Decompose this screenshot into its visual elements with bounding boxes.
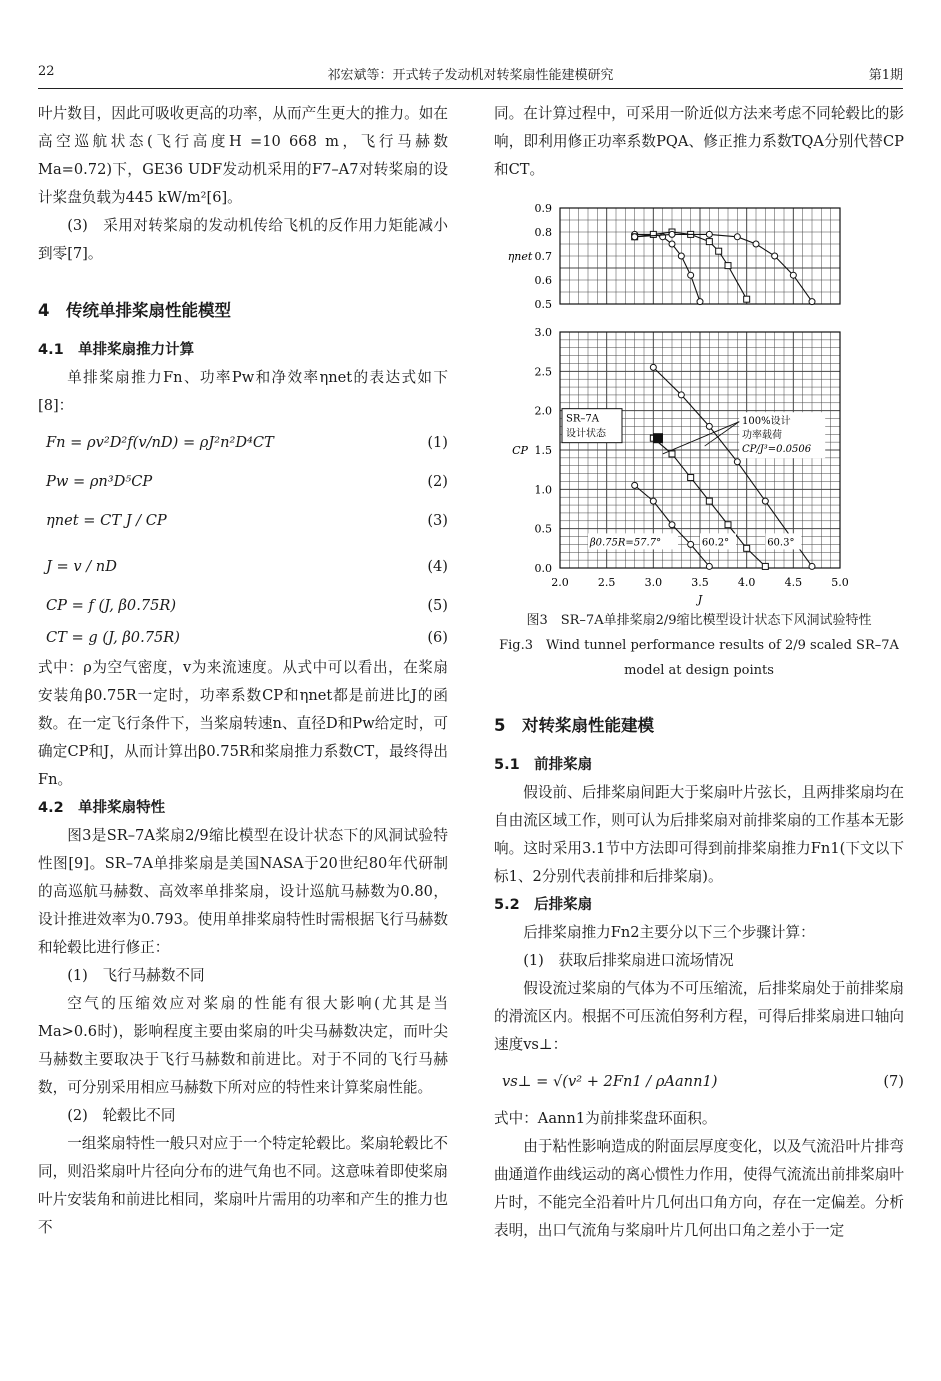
paragraph: 同。在计算过程中，可采用一阶近似方法来考虑不同轮毂比的影响，即利用修正功率系数PQA、修正推力系数TQA分别代替CP和CT。 (494, 105, 904, 178)
data-point (697, 299, 703, 305)
paragraph: 式中：Aann1为前排桨盘环面积。 (494, 1110, 717, 1127)
data-point (688, 475, 694, 481)
equation-3: ηnet = CT J / CP (3) (46, 512, 448, 529)
section-heading: 5 对转桨扇性能建模 (494, 716, 654, 735)
x-tick-label: 2.5 (597, 576, 616, 589)
data-point (706, 563, 712, 569)
equation-7: vs⊥ = √(v² + 2Fn1 / ρAann1) (7) (502, 1073, 904, 1090)
data-point (650, 364, 656, 370)
figure-caption-cn: 图3 SR–7A单排桨扇2/9缩比模型设计状态下风洞试验特性 (526, 613, 872, 628)
annotation-label: 功率载荷 (742, 430, 782, 442)
data-point (790, 272, 796, 278)
data-point (632, 234, 638, 240)
data-point (669, 231, 675, 237)
x-tick-label: 4.5 (784, 576, 803, 589)
page-number: 22 (38, 64, 55, 79)
annotation-label: β0.75R=57.7° (589, 537, 662, 549)
paragraph: (2) 轮毂比不同 (67, 1107, 176, 1124)
figure-3 (494, 196, 904, 608)
y-tick-label: 1.5 (534, 444, 552, 457)
data-point (772, 253, 778, 259)
equation-6: CT = g (J, β0.75R) (6) (46, 629, 448, 646)
y-tick-label: 2.5 (534, 365, 552, 379)
y-axis-label: ηnet (507, 250, 533, 263)
data-point (725, 522, 731, 528)
x-tick-label: 3.5 (691, 576, 709, 589)
data-point (809, 563, 815, 569)
subsection-heading: 5.2 后排桨扇 (494, 897, 593, 913)
x-tick-label: 3.0 (644, 576, 663, 589)
data-point (706, 423, 712, 429)
data-point (688, 272, 694, 278)
x-tick-label: 2.0 (551, 576, 569, 589)
equation-1: Fn = ρv²D²f(v/nD) = ρJ²n²D⁴CT (1) (46, 434, 448, 451)
right-column (494, 100, 904, 1245)
paragraph: 图3是SR–7A桨扇2/9缩比模型在设计状态下的风洞试验特性图[9]。SR–7A单排桨扇是美国NASA于20世纪80年代研制的高巡航马赫数、高效率单排桨扇，设计巡航马赫数为0.80，设计推进效率为0.793。使用单排桨扇特性时需根据飞行马赫数和轮毂比进行修正： (38, 827, 448, 956)
y-tick-label: 0.5 (534, 298, 552, 311)
data-point (678, 253, 684, 259)
data-point (669, 451, 675, 457)
y-axis-label: CP (512, 444, 528, 457)
paragraph: (3) 采用对转桨扇的发动机传给飞机的反作用力矩能减小到零[7]。 (38, 217, 448, 262)
paragraph: 由于粘性影响造成的附面层厚度变化，以及气流沿叶片排弯曲通道作曲线运动的离心惯性力作用，使得气流流出前排桨扇叶片时，不能完全沿着叶片几何出口角方向，存在一定偏差。分析表明，出口气流角与桨扇叶片几何出口角之差小于一定 (494, 1138, 904, 1239)
paragraph: 假设前、后排桨扇间距大于桨扇叶片弦长，且两排桨扇均在自由流区域工作，则可认为后排桨扇对前排桨扇的工作基本无影响。这时采用3.1节中方法即可得到前排桨扇推力Fn1(下文以下标1、2分别代表前排和后排桨扇)。 (494, 784, 904, 885)
paragraph: 假设流过桨扇的气体为不可压缩流，后排桨扇处于前排桨扇的滑流区内。根据不可压流伯努利方程，可得后排桨扇进口轴向速度vs⊥： (494, 980, 904, 1053)
paragraph: (1) 获取后排桨扇进口流场情况 (523, 952, 734, 969)
y-tick-label: 1.0 (534, 483, 552, 497)
paragraph: 单排桨扇推力Fn、功率Pw和净效率ηnet的表达式如下[8]： (38, 369, 448, 414)
subsection-heading: 4.2 单排桨扇特性 (38, 800, 166, 816)
data-point (762, 563, 768, 569)
data-point (669, 241, 675, 247)
annotation-label: 60.3° (767, 537, 795, 549)
equation-4: J = v / nD (4) (46, 558, 448, 575)
data-point (753, 241, 759, 247)
paragraph: (1) 飞行马赫数不同 (67, 967, 205, 984)
subsection-heading: 4.1 单排桨扇推力计算 (38, 342, 195, 358)
performance-chart (494, 196, 904, 608)
x-tick-label: 5.0 (831, 576, 849, 589)
paragraph: 空气的压缩效应对桨扇的性能有很大影响(尤其是当Ma>0.6时)，影响程度主要由桨扇的叶尖马赫数决定，而叶尖马赫数主要取决于飞行马赫数和前进比。对于不同的飞行马赫数，可分别采用相应马赫数下所对应的特性来计算桨扇性能。 (38, 995, 448, 1096)
data-point (744, 545, 750, 551)
data-point (632, 482, 638, 488)
annotation-label: 设计状态 (566, 428, 606, 440)
y-tick-label: 0.9 (534, 202, 552, 215)
y-tick-label: 0.7 (534, 250, 552, 263)
data-point (706, 231, 712, 237)
annotation-label: 60.2° (701, 537, 730, 549)
subsection-heading: 5.1 前排桨扇 (494, 757, 593, 773)
data-point (744, 296, 750, 302)
running-title: 祁宏斌等：开式转子发动机对转桨扇性能建模研究 (327, 68, 614, 83)
annotation-label: SR–7A (566, 413, 599, 425)
y-tick-label: 0.6 (534, 274, 552, 287)
data-point (650, 498, 656, 504)
x-axis-label: J (697, 593, 703, 606)
data-point (650, 231, 656, 237)
data-point (725, 263, 731, 269)
figure-caption-en: Fig.3 Wind tunnel performance results of 2/9 scaled SR–7A (499, 638, 899, 653)
issue-number: 第1期 (868, 68, 903, 83)
annotation-label: CP/J³=0.0506 (742, 444, 812, 456)
equation-2: Pw = ρn³D⁵CP (2) (46, 473, 448, 490)
data-point (706, 498, 712, 504)
data-point (734, 459, 740, 465)
y-tick-label: 0.8 (534, 226, 552, 239)
running-header (38, 62, 903, 89)
data-point (678, 392, 684, 398)
annotation-label: 100%设计 (742, 416, 791, 428)
paragraph: 后排桨扇推力Fn2主要分以下三个步骤计算： (523, 924, 815, 941)
y-tick-label: 2.0 (534, 404, 552, 418)
y-tick-label: 0.0 (534, 562, 552, 575)
y-tick-label: 3.0 (534, 326, 552, 339)
data-point (669, 522, 675, 528)
design-point-marker (653, 433, 663, 443)
paragraph: 式中：ρ为空气密度，v为来流速度。从式中可以看出，在桨扇安装角β0.75R一定时，功率系数CP和ηnet都是前进比J的函数。在一定飞行条件下，当桨扇转速n、直径D和Pw给定时，可确定CP和J，从而计算出β0.75R和桨扇推力系数CT，最终得出Fn。 (38, 659, 448, 788)
paragraph: 一组桨扇特性一般只对应于一个特定轮毂比。桨扇轮毂比不同，则沿桨扇叶片径向分布的进气角也不同。这意味着即使桨扇叶片安装角和前进比相同，桨扇叶片需用的功率和产生的推力也不 (38, 1135, 448, 1236)
paragraph: 叶片数目，因此可吸收更高的功率，从而产生更大的推力。如在高空巡航状态(飞行高度H =10 668 m，飞行马赫数Ma=0.72)下，GE36 UDF发动机采用的F7–A7对转桨扇的设计桨盘负载为445 kW/m²[6]。 (38, 105, 448, 206)
data-point (734, 234, 740, 240)
equation-5: CP = f (J, β0.75R) (5) (46, 597, 448, 614)
data-point (706, 239, 712, 245)
data-point (762, 498, 768, 504)
left-column (38, 100, 448, 1242)
figure-caption-en-2: model at design points (624, 663, 774, 678)
data-point (716, 248, 722, 254)
data-point (809, 299, 815, 305)
y-tick-label: 0.5 (534, 522, 552, 536)
data-point (688, 541, 694, 547)
section-heading: 4 传统单排桨扇性能模型 (38, 301, 231, 320)
x-tick-label: 4.0 (737, 576, 756, 589)
